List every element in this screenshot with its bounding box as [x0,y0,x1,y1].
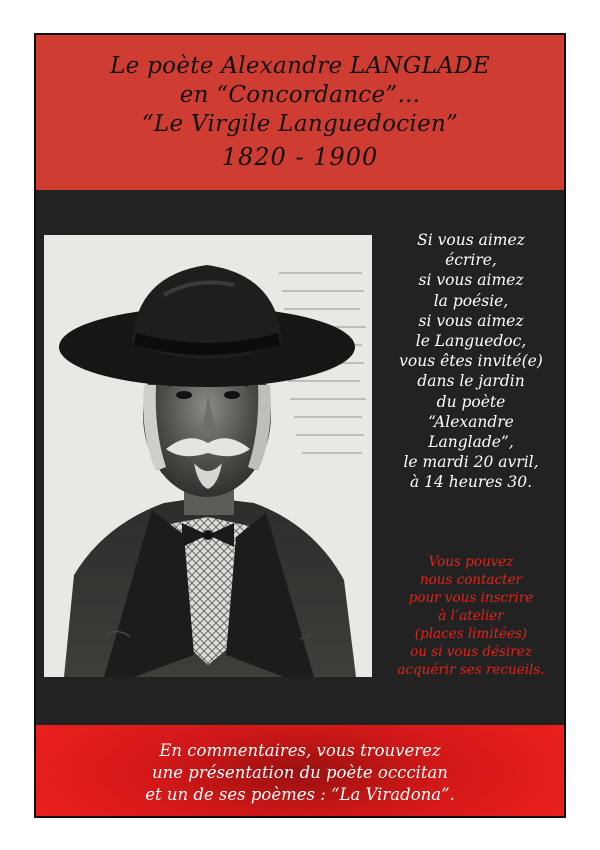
title-line-3: “Le Virgile Languedocien” [141,111,459,137]
invitation-line: Langlade”, [428,433,514,452]
poet-portrait [44,235,372,677]
footer-line-2: une présentation du poète occcitan [152,762,448,782]
invitation-line: dans le jardin [417,372,525,391]
contact-line: Vous pouvez [428,554,514,570]
title-line-1: Le poète Alexandre LANGLADE [110,53,490,79]
invitation-line: Si vous aimez [417,231,525,249]
contact-text [374,553,566,679]
title-line-2: en “Concordance”... [179,82,421,108]
footer-line-3: et un de ses poèmes : “La Viradona”. [145,784,455,804]
invitation-line: si vous aimez [418,271,524,290]
invitation-text [374,230,566,493]
contact-line: ou si vous désirez [410,644,532,660]
poster [34,33,566,818]
invitation-line: “Alexandre [428,412,514,431]
invitation-line: le Languedoc, [415,332,527,351]
poster-footer [36,725,564,818]
contact-line: à l’atelier [438,608,504,624]
life-years: 1820 - 1900 [221,143,379,171]
invitation-line: du poète [436,392,506,411]
invitation-line: la poésie, [433,291,509,310]
contact-line: nous contacter [419,572,523,588]
invitation-line: vous êtes invité(e) [399,352,543,371]
invitation-line: le mardi 20 avril, [403,453,539,472]
contact-line: acquérir ses recueils. [397,662,545,678]
contact-line: pour vous inscrire [408,590,534,606]
poet-portrait-image [44,235,372,677]
contact-line: (places limitées) [414,626,528,642]
invitation-line: à 14 heures 30. [409,473,533,492]
invitation-line: écrire, [445,251,497,270]
invitation-line: si vous aimez [418,311,524,330]
footer-line-1: En commentaires, vous trouverez [159,740,441,760]
poster-header [36,35,564,190]
